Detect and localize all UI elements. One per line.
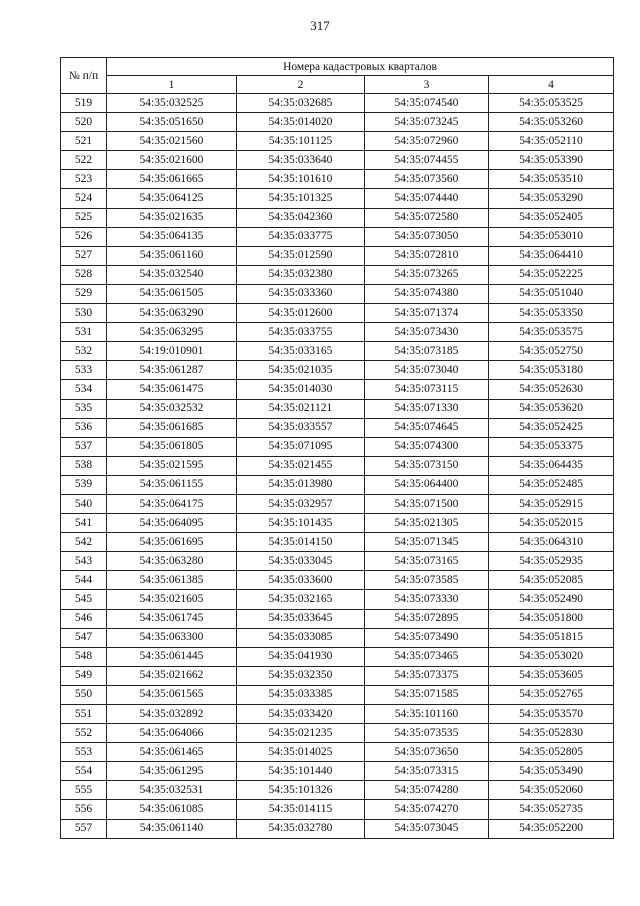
cadastral-number-cell: 54:35:052915 <box>489 494 614 513</box>
cadastral-number-cell: 54:35:033755 <box>237 323 365 342</box>
table-row <box>61 724 614 743</box>
cadastral-number-cell: 54:35:053290 <box>489 189 614 208</box>
cadastral-number-cell: 54:35:052425 <box>489 418 614 437</box>
cadastral-number-cell: 54:35:061295 <box>107 762 237 781</box>
table-row <box>61 113 614 132</box>
row-number-cell: 529 <box>61 284 107 303</box>
table-row <box>61 246 614 265</box>
cadastral-number-cell: 54:35:073560 <box>365 170 489 189</box>
cadastral-number-cell: 54:35:021600 <box>107 151 237 170</box>
table-row <box>61 94 614 113</box>
row-number-cell: 548 <box>61 647 107 666</box>
row-number-cell: 554 <box>61 762 107 781</box>
cadastral-number-cell: 54:35:021560 <box>107 132 237 151</box>
cadastral-number-cell: 54:35:052085 <box>489 571 614 590</box>
row-number-cell: 549 <box>61 666 107 685</box>
cadastral-number-cell: 54:35:052750 <box>489 342 614 361</box>
table-row <box>61 342 614 361</box>
cadastral-number-cell: 54:35:052110 <box>489 132 614 151</box>
row-number-cell: 522 <box>61 151 107 170</box>
table-row <box>61 227 614 246</box>
cadastral-number-cell: 54:35:063300 <box>107 628 237 647</box>
cadastral-number-cell: 54:35:033085 <box>237 628 365 647</box>
cadastral-number-cell: 54:35:012590 <box>237 246 365 265</box>
row-number-cell: 542 <box>61 533 107 552</box>
cadastral-number-cell: 54:35:014150 <box>237 533 365 552</box>
cadastral-number-cell: 54:35:041930 <box>237 647 365 666</box>
cadastral-number-cell: 54:35:074380 <box>365 284 489 303</box>
cadastral-number-cell: 54:35:101610 <box>237 170 365 189</box>
cadastral-number-cell: 54:35:101440 <box>237 762 365 781</box>
cadastral-number-cell: 54:35:061465 <box>107 743 237 762</box>
cadastral-number-cell: 54:35:021305 <box>365 514 489 533</box>
row-number-cell: 523 <box>61 170 107 189</box>
cadastral-number-cell: 54:35:032525 <box>107 94 237 113</box>
table-row <box>61 456 614 475</box>
cadastral-number-cell: 54:35:073585 <box>365 571 489 590</box>
cadastral-quarters-table <box>60 57 614 839</box>
cadastral-number-cell: 54:35:032350 <box>237 666 365 685</box>
cadastral-number-cell: 54:35:074300 <box>365 437 489 456</box>
cadastral-number-cell: 54:35:033557 <box>237 418 365 437</box>
cadastral-number-cell: 54:35:072960 <box>365 132 489 151</box>
row-number-cell: 526 <box>61 227 107 246</box>
cadastral-number-cell: 54:35:053570 <box>489 705 614 724</box>
cadastral-number-cell: 54:35:073490 <box>365 628 489 647</box>
row-number-cell: 545 <box>61 590 107 609</box>
table-row <box>61 590 614 609</box>
cadastral-number-cell: 54:35:061475 <box>107 380 237 399</box>
cadastral-number-cell: 54:35:053180 <box>489 361 614 380</box>
table-row <box>61 647 614 666</box>
cadastral-number-cell: 54:35:101435 <box>237 514 365 533</box>
cadastral-number-cell: 54:35:071374 <box>365 304 489 323</box>
cadastral-number-cell: 54:35:021635 <box>107 208 237 227</box>
cadastral-number-cell: 54:35:074540 <box>365 94 489 113</box>
cadastral-number-cell: 54:35:101125 <box>237 132 365 151</box>
cadastral-number-cell: 54:35:021605 <box>107 590 237 609</box>
cadastral-number-cell: 54:35:053375 <box>489 437 614 456</box>
cadastral-number-cell: 54:35:071330 <box>365 399 489 418</box>
cadastral-number-cell: 54:35:101325 <box>237 189 365 208</box>
table-row <box>61 666 614 685</box>
cadastral-number-cell: 54:35:073040 <box>365 361 489 380</box>
cadastral-number-cell: 54:35:072810 <box>365 246 489 265</box>
cadastral-number-cell: 54:35:053605 <box>489 666 614 685</box>
cadastral-numbers-header: Номера кадастровых кварталов <box>107 58 614 76</box>
row-number-cell: 519 <box>61 94 107 113</box>
cadastral-number-cell: 54:35:013980 <box>237 475 365 494</box>
table-row <box>61 781 614 800</box>
cadastral-number-cell: 54:35:014025 <box>237 743 365 762</box>
cadastral-number-cell: 54:35:032540 <box>107 265 237 284</box>
cadastral-number-cell: 54:35:073330 <box>365 590 489 609</box>
cadastral-number-cell: 54:35:064066 <box>107 724 237 743</box>
cadastral-number-cell: 54:35:053020 <box>489 647 614 666</box>
cadastral-number-cell: 54:35:074645 <box>365 418 489 437</box>
cadastral-number-cell: 54:35:052805 <box>489 743 614 762</box>
cadastral-number-cell: 54:35:073045 <box>365 819 489 838</box>
cadastral-number-cell: 54:35:071500 <box>365 494 489 513</box>
cadastral-number-cell: 54:35:021662 <box>107 666 237 685</box>
cadastral-number-cell: 54:35:021121 <box>237 399 365 418</box>
row-number-cell: 543 <box>61 552 107 571</box>
row-number-cell: 533 <box>61 361 107 380</box>
cadastral-number-cell: 54:35:064095 <box>107 514 237 533</box>
cadastral-number-cell: 54:35:073375 <box>365 666 489 685</box>
cadastral-number-cell: 54:35:032532 <box>107 399 237 418</box>
table-row <box>61 380 614 399</box>
table-row <box>61 189 614 208</box>
table-row <box>61 399 614 418</box>
cadastral-number-cell: 54:35:064175 <box>107 494 237 513</box>
cadastral-number-cell: 54:35:051800 <box>489 609 614 628</box>
table-row <box>61 132 614 151</box>
table-row <box>61 361 614 380</box>
row-number-cell: 536 <box>61 418 107 437</box>
cadastral-number-cell: 54:35:052830 <box>489 724 614 743</box>
cadastral-number-cell: 54:35:032531 <box>107 781 237 800</box>
cadastral-number-cell: 54:35:033775 <box>237 227 365 246</box>
cadastral-number-cell: 54:35:053490 <box>489 762 614 781</box>
cadastral-number-cell: 54:35:032780 <box>237 819 365 838</box>
column-number-header: 1 <box>107 76 237 94</box>
cadastral-number-cell: 54:35:071345 <box>365 533 489 552</box>
cadastral-number-cell: 54:35:053390 <box>489 151 614 170</box>
cadastral-number-cell: 54:35:051650 <box>107 113 237 132</box>
row-number-cell: 555 <box>61 781 107 800</box>
table-row <box>61 685 614 704</box>
cadastral-number-cell: 54:35:061805 <box>107 437 237 456</box>
cadastral-number-cell: 54:35:073265 <box>365 265 489 284</box>
cadastral-number-cell: 54:35:052935 <box>489 552 614 571</box>
cadastral-number-cell: 54:35:033600 <box>237 571 365 590</box>
table-row <box>61 304 614 323</box>
cadastral-number-cell: 54:35:061160 <box>107 246 237 265</box>
cadastral-number-cell: 54:35:053350 <box>489 304 614 323</box>
cadastral-number-cell: 54:35:061745 <box>107 609 237 628</box>
cadastral-number-cell: 54:35:052060 <box>489 781 614 800</box>
row-number-cell: 539 <box>61 475 107 494</box>
cadastral-number-cell: 54:35:064125 <box>107 189 237 208</box>
cadastral-number-cell: 54:35:063290 <box>107 304 237 323</box>
table-header <box>61 58 614 94</box>
cadastral-number-cell: 54:35:032957 <box>237 494 365 513</box>
row-number-cell: 544 <box>61 571 107 590</box>
row-number-cell: 557 <box>61 819 107 838</box>
table-row <box>61 705 614 724</box>
column-number-header: 3 <box>365 76 489 94</box>
row-number-cell: 550 <box>61 685 107 704</box>
table-row <box>61 533 614 552</box>
cadastral-number-cell: 54:35:072580 <box>365 208 489 227</box>
cadastral-number-cell: 54:35:073245 <box>365 113 489 132</box>
cadastral-number-cell: 54:35:061085 <box>107 800 237 819</box>
cadastral-number-cell: 54:35:071585 <box>365 685 489 704</box>
row-number-cell: 547 <box>61 628 107 647</box>
column-number-header: 4 <box>489 76 614 94</box>
table-row <box>61 514 614 533</box>
table-body <box>61 94 614 839</box>
cadastral-number-cell: 54:35:033420 <box>237 705 365 724</box>
page-number: 317 <box>310 18 330 33</box>
cadastral-number-cell: 54:35:033645 <box>237 609 365 628</box>
table-row <box>61 609 614 628</box>
cadastral-number-cell: 54:35:101326 <box>237 781 365 800</box>
cadastral-number-cell: 54:35:053525 <box>489 94 614 113</box>
cadastral-number-cell: 54:35:073150 <box>365 456 489 475</box>
row-number-cell: 527 <box>61 246 107 265</box>
cadastral-number-cell: 54:35:033360 <box>237 284 365 303</box>
table-row <box>61 475 614 494</box>
cadastral-number-cell: 54:35:061445 <box>107 647 237 666</box>
cadastral-number-cell: 54:35:061505 <box>107 284 237 303</box>
cadastral-number-cell: 54:35:051040 <box>489 284 614 303</box>
cadastral-number-cell: 54:35:063295 <box>107 323 237 342</box>
cadastral-number-cell: 54:35:073165 <box>365 552 489 571</box>
cadastral-number-cell: 54:35:061155 <box>107 475 237 494</box>
cadastral-number-cell: 54:35:021235 <box>237 724 365 743</box>
cadastral-number-cell: 54:35:052490 <box>489 590 614 609</box>
cadastral-number-cell: 54:35:053260 <box>489 113 614 132</box>
row-number-cell: 521 <box>61 132 107 151</box>
cadastral-number-cell: 54:35:072895 <box>365 609 489 628</box>
row-number-cell: 553 <box>61 743 107 762</box>
cadastral-number-cell: 54:35:064310 <box>489 533 614 552</box>
cadastral-number-cell: 54:35:033385 <box>237 685 365 704</box>
cadastral-number-cell: 54:35:074440 <box>365 189 489 208</box>
cadastral-number-cell: 54:35:052630 <box>489 380 614 399</box>
row-number-cell: 556 <box>61 800 107 819</box>
cadastral-number-cell: 54:35:053575 <box>489 323 614 342</box>
table-row <box>61 552 614 571</box>
cadastral-number-cell: 54:35:064400 <box>365 475 489 494</box>
table-row <box>61 437 614 456</box>
cadastral-number-cell: 54:35:061665 <box>107 170 237 189</box>
cadastral-number-cell: 54:35:014030 <box>237 380 365 399</box>
table-row <box>61 800 614 819</box>
table-row <box>61 571 614 590</box>
cadastral-number-cell: 54:35:021455 <box>237 456 365 475</box>
cadastral-number-cell: 54:35:073650 <box>365 743 489 762</box>
cadastral-number-cell: 54:35:052735 <box>489 800 614 819</box>
row-number-cell: 520 <box>61 113 107 132</box>
cadastral-number-cell: 54:19:010901 <box>107 342 237 361</box>
cadastral-number-cell: 54:35:061685 <box>107 418 237 437</box>
table-row <box>61 819 614 838</box>
cadastral-number-cell: 54:35:074280 <box>365 781 489 800</box>
cadastral-number-cell: 54:35:073465 <box>365 647 489 666</box>
row-number-cell: 530 <box>61 304 107 323</box>
cadastral-number-cell: 54:35:052405 <box>489 208 614 227</box>
cadastral-number-cell: 54:35:073535 <box>365 724 489 743</box>
row-number-cell: 534 <box>61 380 107 399</box>
row-number-cell: 535 <box>61 399 107 418</box>
cadastral-number-cell: 54:35:074270 <box>365 800 489 819</box>
cadastral-number-cell: 54:35:052200 <box>489 819 614 838</box>
row-number-cell: 552 <box>61 724 107 743</box>
table-row <box>61 265 614 284</box>
cadastral-number-cell: 54:35:032685 <box>237 94 365 113</box>
cadastral-number-cell: 54:35:052485 <box>489 475 614 494</box>
row-number-cell: 537 <box>61 437 107 456</box>
table-row <box>61 418 614 437</box>
cadastral-number-cell: 54:35:032892 <box>107 705 237 724</box>
row-number-cell: 532 <box>61 342 107 361</box>
cadastral-number-cell: 54:35:053510 <box>489 170 614 189</box>
cadastral-number-cell: 54:35:073430 <box>365 323 489 342</box>
cadastral-number-cell: 54:35:033640 <box>237 151 365 170</box>
row-number-cell: 546 <box>61 609 107 628</box>
cadastral-number-cell: 54:35:021595 <box>107 456 237 475</box>
cadastral-number-cell: 54:35:033165 <box>237 342 365 361</box>
cadastral-number-cell: 54:35:074455 <box>365 151 489 170</box>
cadastral-number-cell: 54:35:053620 <box>489 399 614 418</box>
table-row <box>61 151 614 170</box>
table-row <box>61 743 614 762</box>
table-row <box>61 494 614 513</box>
cadastral-number-cell: 54:35:014115 <box>237 800 365 819</box>
cadastral-number-cell: 54:35:061565 <box>107 685 237 704</box>
row-number-cell: 525 <box>61 208 107 227</box>
table-row <box>61 628 614 647</box>
cadastral-number-cell: 54:35:064435 <box>489 456 614 475</box>
cadastral-number-cell: 54:35:012600 <box>237 304 365 323</box>
cadastral-number-cell: 54:35:071095 <box>237 437 365 456</box>
row-number-cell: 540 <box>61 494 107 513</box>
cadastral-number-cell: 54:35:052015 <box>489 514 614 533</box>
cadastral-number-cell: 54:35:052765 <box>489 685 614 704</box>
cadastral-number-cell: 54:35:073185 <box>365 342 489 361</box>
table-row <box>61 284 614 303</box>
cadastral-number-cell: 54:35:021035 <box>237 361 365 380</box>
cadastral-number-cell: 54:35:061140 <box>107 819 237 838</box>
table-row <box>61 170 614 189</box>
cadastral-number-cell: 54:35:033045 <box>237 552 365 571</box>
row-number-cell: 524 <box>61 189 107 208</box>
cadastral-number-cell: 54:35:053010 <box>489 227 614 246</box>
table-row <box>61 208 614 227</box>
cadastral-number-cell: 54:35:101160 <box>365 705 489 724</box>
table-row <box>61 762 614 781</box>
cadastral-number-cell: 54:35:073050 <box>365 227 489 246</box>
cadastral-number-cell: 54:35:032380 <box>237 265 365 284</box>
row-number-header: № п/п <box>61 58 107 94</box>
cadastral-number-cell: 54:35:073315 <box>365 762 489 781</box>
row-number-cell: 528 <box>61 265 107 284</box>
cadastral-number-cell: 54:35:042360 <box>237 208 365 227</box>
cadastral-number-cell: 54:35:063280 <box>107 552 237 571</box>
cadastral-number-cell: 54:35:061287 <box>107 361 237 380</box>
row-number-cell: 541 <box>61 514 107 533</box>
row-number-cell: 531 <box>61 323 107 342</box>
cadastral-number-cell: 54:35:073115 <box>365 380 489 399</box>
cadastral-number-cell: 54:35:014020 <box>237 113 365 132</box>
row-number-cell: 538 <box>61 456 107 475</box>
cadastral-number-cell: 54:35:061385 <box>107 571 237 590</box>
cadastral-number-cell: 54:35:051815 <box>489 628 614 647</box>
table-row <box>61 323 614 342</box>
cadastral-number-cell: 54:35:052225 <box>489 265 614 284</box>
cadastral-number-cell: 54:35:032165 <box>237 590 365 609</box>
row-number-cell: 551 <box>61 705 107 724</box>
cadastral-number-cell: 54:35:064135 <box>107 227 237 246</box>
cadastral-number-cell: 54:35:061695 <box>107 533 237 552</box>
cadastral-number-cell: 54:35:064410 <box>489 246 614 265</box>
column-number-header: 2 <box>237 76 365 94</box>
